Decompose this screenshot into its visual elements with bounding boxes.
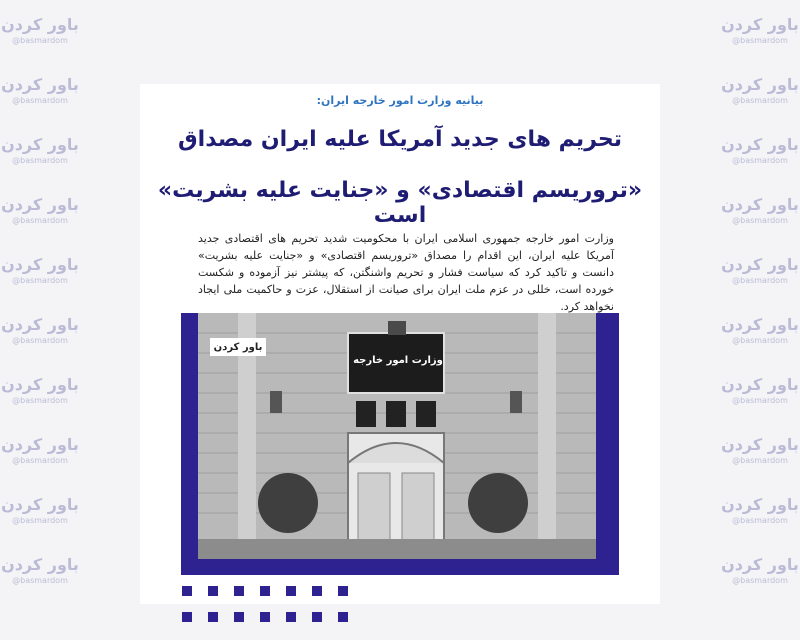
watermark-handle: @basmardom [732, 156, 788, 165]
photo-logo: باور کردن [210, 338, 266, 356]
watermark-logo: باور کردن [1, 195, 79, 214]
building-sign-text: وزارت امور خارجه [353, 355, 443, 366]
watermark-logo: باور کردن [721, 75, 799, 94]
watermark-logo: باور کردن [1, 15, 79, 34]
watermark-item [0, 480, 80, 540]
watermark-handle: @basmardom [732, 576, 788, 585]
watermark-handle: @basmardom [732, 96, 788, 105]
watermark-item [0, 360, 80, 420]
watermark-logo: باور کردن [1, 75, 79, 94]
watermark-item [720, 60, 800, 120]
watermark-logo: باور کردن [1, 555, 79, 574]
watermark-logo: باور کردن [721, 135, 799, 154]
watermark-handle: @basmardom [12, 336, 68, 345]
headline-line-2: «تروریسم اقتصادی» و «جنایت علیه بشریت» است [157, 178, 643, 228]
watermark-logo: باور کردن [1, 135, 79, 154]
dot [234, 586, 244, 596]
watermark-handle: @basmardom [12, 456, 68, 465]
dot [260, 586, 270, 596]
dot [208, 612, 218, 622]
watermark-item [0, 540, 80, 600]
watermark-handle: @basmardom [732, 216, 788, 225]
watermark-item [720, 240, 800, 300]
dot [286, 612, 296, 622]
watermark-item [0, 420, 80, 480]
dot [312, 586, 322, 596]
watermark-item [720, 180, 800, 240]
watermark-handle: @basmardom [12, 576, 68, 585]
watermark-handle: @basmardom [12, 36, 68, 45]
watermark-handle: @basmardom [12, 276, 68, 285]
watermark-logo: باور کردن [721, 15, 799, 34]
watermark-logo: باور کردن [721, 435, 799, 454]
dot [260, 612, 270, 622]
watermark-logo: باور کردن [1, 255, 79, 274]
watermark-handle: @basmardom [732, 276, 788, 285]
watermark-item [0, 180, 80, 240]
dot [182, 586, 192, 596]
dot [208, 586, 218, 596]
decorative-dots [182, 586, 348, 622]
watermark-logo: باور کردن [721, 375, 799, 394]
watermark-item [720, 0, 800, 60]
watermark-handle: @basmardom [12, 396, 68, 405]
watermark-item [720, 120, 800, 180]
watermark-handle: @basmardom [732, 516, 788, 525]
watermark-handle: @basmardom [12, 516, 68, 525]
watermark-item [720, 480, 800, 540]
watermark-logo: باور کردن [721, 495, 799, 514]
watermark-handle: @basmardom [732, 336, 788, 345]
watermark-handle: @basmardom [12, 96, 68, 105]
watermark-handle: @basmardom [732, 456, 788, 465]
watermark-logo: باور کردن [1, 495, 79, 514]
watermark-handle: @basmardom [732, 36, 788, 45]
watermark-logo: باور کردن [1, 435, 79, 454]
watermark-handle: @basmardom [12, 216, 68, 225]
watermark-item [720, 300, 800, 360]
watermark-item [0, 300, 80, 360]
watermark-handle: @basmardom [732, 396, 788, 405]
dot [312, 612, 322, 622]
kicker-label: بیانیه وزارت امور خارجه ایران: [316, 94, 484, 107]
watermark-logo: باور کردن [1, 315, 79, 334]
watermark-item [720, 360, 800, 420]
watermark-logo: باور کردن [721, 555, 799, 574]
watermark-item [720, 540, 800, 600]
watermark-handle: @basmardom [12, 156, 68, 165]
watermark-item [0, 120, 80, 180]
watermark-logo: باور کردن [721, 255, 799, 274]
headline-line-1: تحریم های جدید آمریکا علیه ایران مصداق [178, 127, 622, 152]
watermark-logo: باور کردن [721, 315, 799, 334]
watermark-logo: باور کردن [721, 195, 799, 214]
watermark-item [0, 240, 80, 300]
dot [234, 612, 244, 622]
body-paragraph: وزارت امور خارجه جمهوری اسلامی ایران با محکومیت شدید تحریم های اقتصادی جدید آمریکا علیه ایران، این اقدام را مصداق «تروریسم اقتصادی» و «جنایت علیه بشریت» دانست و تاکید کرد که سیاست فشار و تحریم واشنگتن، که پیشتر نیز آزموده و شکست خورده است، خللی در عزم ملت ایران برای صیانت از استقلال، عزت و حاکمیت ملی ایجاد نخواهد کرد. [198, 232, 614, 313]
watermark-item [0, 0, 80, 60]
dot [338, 586, 348, 596]
dot [182, 612, 192, 622]
watermark-item [0, 60, 80, 120]
dot [286, 586, 296, 596]
dot [338, 612, 348, 622]
watermark-logo: باور کردن [1, 375, 79, 394]
watermark-item [720, 420, 800, 480]
